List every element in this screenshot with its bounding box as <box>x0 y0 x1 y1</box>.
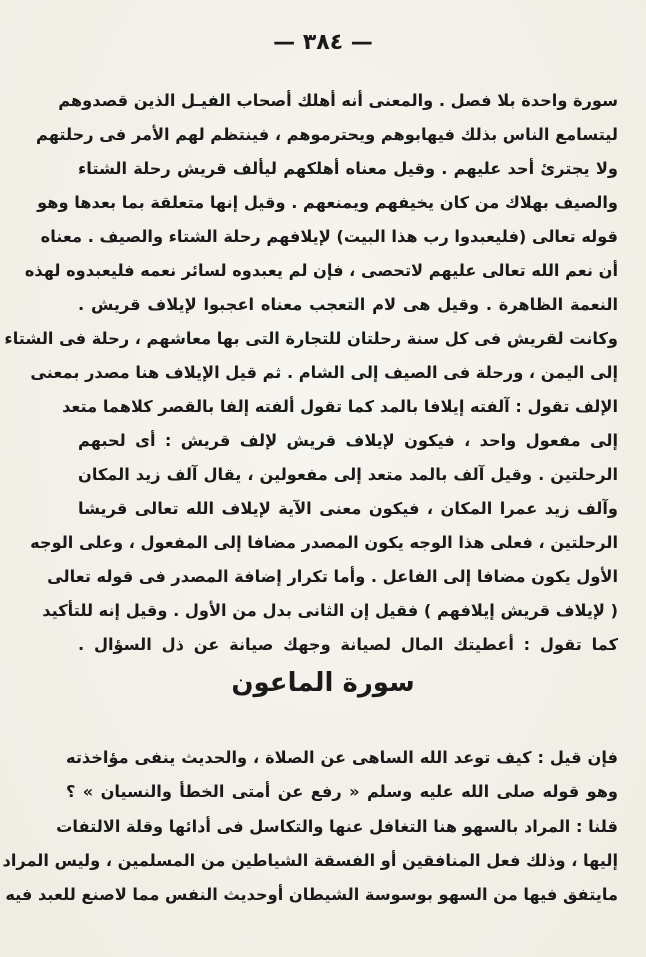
text-line: النعمة الظاهرة . وقيل هى لام التعجب معناه اعجبوا لإيلاف قريش . <box>78 295 618 314</box>
text-line: إليها ، وذلك فعل المنافقين أو الفسقة الشياطين من المسلمين ، وليس المراد <box>2 851 618 870</box>
text-line: ليتسامع الناس بذلك فيهابوهم ويحترموهم ، فينتظم لهم الأمر فى رحلتهم <box>36 125 618 144</box>
text-line: أن نعم الله تعالى عليهم لاتحصى ، فإن لم يعبدوه لسائر نعمه فليعبدوه لهذه <box>24 261 618 280</box>
answer-paragraph <box>2 810 618 912</box>
question-paragraph <box>66 741 618 809</box>
text-line: الإلف تقول : آلفته إيلافا بالمد كما تقول ألفته إلفا بالقصر كلاهما متعد <box>62 397 618 416</box>
page-number: — ٣٨٤ — <box>273 30 373 55</box>
text-line: وكانت لقريش فى كل سنة رحلتان للتجارة التى بها معاشهم ، رحلة فى الشتاء <box>4 329 618 348</box>
text-line: كما تقول : أعطيتك المال لصيانة وجهك صيانة عن ذل السؤال . <box>78 635 618 654</box>
surah-heading: سورة الماعون <box>231 668 415 698</box>
text-line: وهو قوله صلى الله عليه وسلم « رفع عن أمتى الخطأ والنسيان » ؟ <box>66 782 618 801</box>
text-line: الأول يكون مضافا إلى الفاعل . وأما تكرار إضافة المصدر فى قوله تعالى <box>47 567 618 586</box>
commentary-paragraph <box>4 84 618 662</box>
text-line: قوله تعالى (فليعبدوا رب هذا البيت) لإيلافهم رحلة الشتاء والصيف . معناه <box>40 227 618 246</box>
text-line: فإن قيل : كيف توعد الله الساهى عن الصلاة ، والحديث ينفى مؤاخذته <box>66 748 618 767</box>
text-line: قلنا : المراد بالسهو هنا التغافل عنها والتكاسل فى أدائها وقلة الالتفات <box>56 817 618 836</box>
text-line: ولا يجترئ أحد عليهم . وقيل معناه أهلكهم ليألف قريش رحلة الشتاء <box>78 159 618 178</box>
text-line: الرحلتين . وقيل آلف بالمد متعد إلى مفعولين ، يقال آلف زيد المكان <box>78 465 618 484</box>
text-line: مايتفق فيها من السهو بوسوسة الشيطان أوحديث النفس مما لاصنع للعبد فيه <box>5 885 618 904</box>
text-line: والصيف بهلاك من كان يخيفهم ويمنعهم . وقيل إنها متعلقة بما بعدها وهو <box>37 193 618 212</box>
text-line: إلى اليمن ، ورحلة فى الصيف إلى الشام . ثم قيل الإيلاف هنا مصدر بمعنى <box>30 363 618 382</box>
text-line: سورة واحدة بلا فصل . والمعنى أنه أهلك أصحاب الفيـل الذين قصدوهم <box>58 91 618 110</box>
text-line: ( لإيلاف قريش إيلافهم ) فقيل إن الثانى بدل من الأول . وقيل إنه للتأكيد <box>42 601 618 620</box>
text-line: إلى مفعول واحد ، فيكون لإيلاف قريش لإلف قريش : أى لحبهم <box>78 431 618 450</box>
text-line: وآلف زيد عمرا المكان ، فيكون معنى الآية لإيلاف الله تعالى قريشا <box>78 499 618 518</box>
text-line: الرحلتين ، فعلى هذا الوجه يكون المصدر مضافا إلى المفعول ، وعلى الوجه <box>30 533 618 552</box>
